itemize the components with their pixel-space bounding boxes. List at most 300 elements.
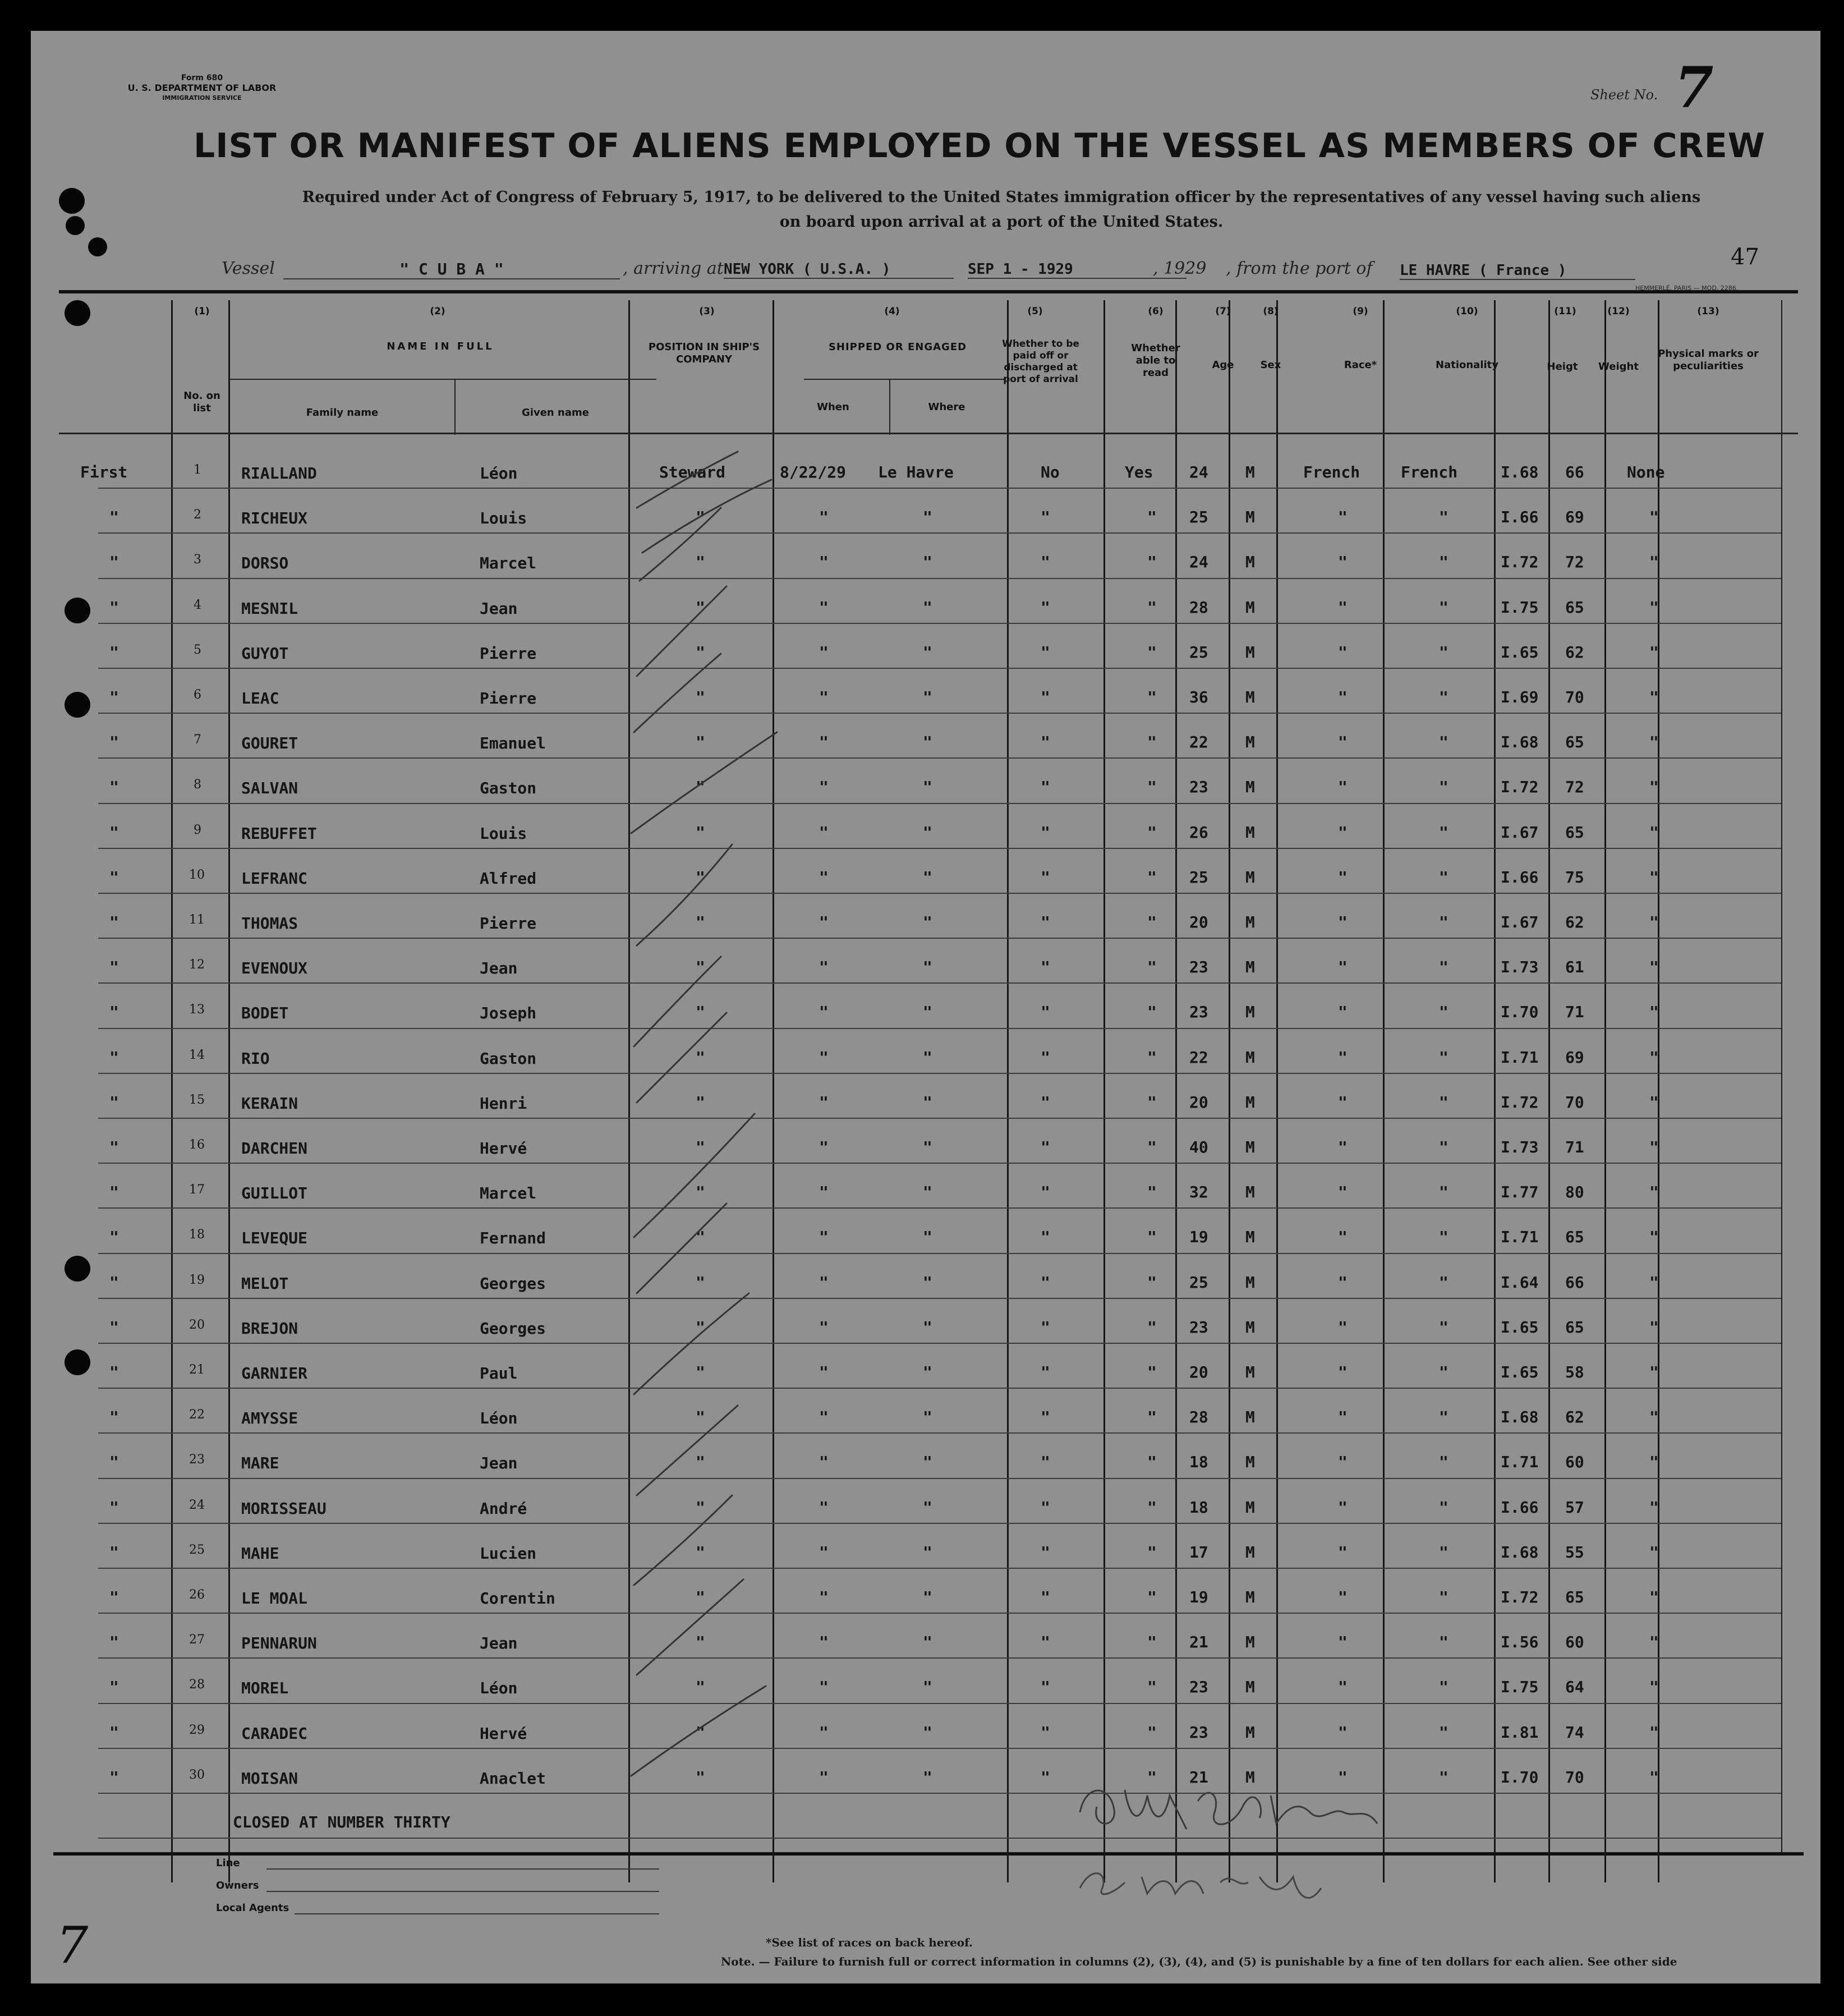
age: 23 bbox=[1189, 778, 1208, 797]
able-to-read: " bbox=[1147, 1317, 1157, 1337]
age: 23 bbox=[1189, 1317, 1208, 1337]
sex: M bbox=[1245, 1092, 1255, 1112]
height: I.72 bbox=[1501, 778, 1539, 797]
given-name: Anaclet bbox=[480, 1769, 546, 1788]
sex: M bbox=[1245, 642, 1255, 662]
row-rule bbox=[98, 1388, 1781, 1389]
race: " bbox=[1338, 1228, 1348, 1247]
weight: 69 bbox=[1565, 508, 1584, 527]
given-name: Gaston bbox=[480, 779, 537, 798]
family-name: CARADEC bbox=[241, 1724, 308, 1743]
physical-marks: " bbox=[1649, 778, 1659, 797]
row-number: 10 bbox=[189, 867, 205, 882]
row-number: 25 bbox=[189, 1542, 205, 1557]
punch-hole bbox=[65, 1349, 90, 1375]
weight: 60 bbox=[1565, 1633, 1584, 1652]
able-to-read: " bbox=[1147, 598, 1157, 617]
class-cell: " bbox=[109, 1542, 119, 1562]
sex: M bbox=[1245, 1138, 1255, 1156]
row-rule bbox=[98, 623, 1781, 624]
sex: M bbox=[1245, 1408, 1255, 1427]
nationality: " bbox=[1439, 1723, 1448, 1742]
able-to-read: " bbox=[1147, 1588, 1157, 1606]
punch-hole bbox=[65, 692, 90, 718]
shipped-when: " bbox=[819, 1138, 829, 1156]
family-name: PENNARUN bbox=[241, 1634, 317, 1653]
physical-marks: " bbox=[1649, 1723, 1659, 1742]
class-cell: " bbox=[109, 867, 119, 887]
shipped-when: " bbox=[819, 508, 829, 527]
position: " bbox=[696, 1588, 705, 1606]
height: I.73 bbox=[1501, 1138, 1539, 1156]
race: " bbox=[1338, 642, 1348, 662]
sex: M bbox=[1245, 1767, 1255, 1787]
row-rule bbox=[98, 1432, 1781, 1434]
shipped-where: " bbox=[923, 913, 932, 931]
race: " bbox=[1338, 1183, 1348, 1202]
shipped-when: " bbox=[819, 823, 829, 842]
nationality: French bbox=[1401, 463, 1458, 481]
subtitle-line-1: Required under Act of Congress of February 5, 1917, to be delivered to the United States immigration officer by the representatives of any vessel having such aliens bbox=[302, 189, 1701, 206]
class-cell: " bbox=[109, 1317, 119, 1337]
sex: M bbox=[1245, 1633, 1255, 1652]
paid-off: " bbox=[1041, 1723, 1050, 1742]
row-number: 5 bbox=[194, 642, 201, 657]
row-number: 12 bbox=[189, 958, 205, 972]
physical-marks: " bbox=[1649, 867, 1659, 887]
race: " bbox=[1338, 1048, 1348, 1067]
weight: 65 bbox=[1565, 598, 1584, 617]
position: " bbox=[696, 1317, 705, 1337]
col-11-number: (11) bbox=[1554, 306, 1576, 317]
physical-marks: " bbox=[1649, 733, 1659, 752]
height: I.65 bbox=[1501, 642, 1539, 662]
able-to-read: " bbox=[1147, 1633, 1157, 1652]
paid-off: " bbox=[1041, 1498, 1050, 1517]
sex: M bbox=[1245, 867, 1255, 887]
family-name-heading: Family name bbox=[306, 407, 379, 419]
family-name: LEFRANC bbox=[241, 869, 308, 888]
nationality: " bbox=[1439, 733, 1448, 752]
age: 22 bbox=[1189, 1048, 1208, 1067]
race: " bbox=[1338, 1723, 1348, 1742]
weight: 62 bbox=[1565, 642, 1584, 662]
able-to-read: " bbox=[1147, 1138, 1157, 1156]
col-10-heading: Nationality bbox=[1436, 359, 1498, 371]
weight: 60 bbox=[1565, 1453, 1584, 1472]
sex: M bbox=[1245, 1273, 1255, 1292]
height: I.73 bbox=[1501, 958, 1539, 977]
family-name: MELOT bbox=[241, 1274, 289, 1293]
row-rule bbox=[98, 1613, 1781, 1614]
able-to-read: " bbox=[1147, 1678, 1157, 1697]
race: " bbox=[1338, 1273, 1348, 1292]
weight: 70 bbox=[1565, 1767, 1584, 1787]
row-number: 9 bbox=[194, 823, 201, 837]
column-rule bbox=[1229, 300, 1230, 1882]
paid-off: " bbox=[1041, 1588, 1050, 1606]
class-cell: " bbox=[109, 1408, 119, 1427]
given-name: Léon bbox=[480, 1409, 518, 1428]
manifest-sheet bbox=[31, 31, 1820, 1983]
class-cell: First bbox=[80, 463, 128, 481]
family-name: GOURET bbox=[241, 734, 298, 753]
race-note: *See list of races on back hereof. bbox=[766, 1936, 973, 1949]
given-name: Léon bbox=[480, 1679, 518, 1698]
given-name: Hervé bbox=[480, 1139, 527, 1158]
physical-marks: " bbox=[1649, 1183, 1659, 1202]
able-to-read: " bbox=[1147, 1183, 1157, 1202]
able-to-read: " bbox=[1147, 688, 1157, 706]
paid-off: " bbox=[1041, 1767, 1050, 1787]
row-rule bbox=[98, 488, 1781, 489]
family-name: REBUFFET bbox=[241, 824, 317, 843]
shipped-where: " bbox=[923, 688, 932, 706]
punch-hole bbox=[88, 237, 107, 256]
row-number: 1 bbox=[194, 463, 201, 477]
row-rule bbox=[98, 1253, 1781, 1254]
paid-off: " bbox=[1041, 598, 1050, 617]
nationality: " bbox=[1439, 1003, 1448, 1022]
arriving-label: , arriving at bbox=[623, 259, 724, 278]
row-number: 14 bbox=[189, 1048, 205, 1062]
family-name: DARCHEN bbox=[241, 1139, 308, 1158]
shipped-when: " bbox=[819, 1363, 829, 1381]
race: " bbox=[1338, 867, 1348, 887]
shipped-where: " bbox=[923, 508, 932, 527]
height: I.66 bbox=[1501, 867, 1539, 887]
age: 32 bbox=[1189, 1183, 1208, 1202]
position: " bbox=[696, 778, 705, 797]
vessel-label: Vessel bbox=[222, 259, 275, 278]
class-cell: " bbox=[109, 913, 119, 931]
shipped-when: " bbox=[819, 1678, 829, 1697]
paid-off: " bbox=[1041, 642, 1050, 662]
family-name: BODET bbox=[241, 1004, 289, 1023]
sex: M bbox=[1245, 778, 1255, 797]
family-name: MESNIL bbox=[241, 599, 298, 618]
sex: M bbox=[1245, 688, 1255, 706]
row-rule bbox=[98, 1748, 1781, 1749]
age: 24 bbox=[1189, 463, 1208, 481]
given-name: Jean bbox=[480, 1634, 518, 1653]
position: " bbox=[696, 913, 705, 931]
shipped-when: " bbox=[819, 1092, 829, 1112]
age: 23 bbox=[1189, 1003, 1208, 1022]
age: 19 bbox=[1189, 1588, 1208, 1606]
height: I.71 bbox=[1501, 1453, 1539, 1472]
race: " bbox=[1338, 1408, 1348, 1427]
family-name: MARE bbox=[241, 1454, 279, 1473]
height: I.67 bbox=[1501, 823, 1539, 842]
nationality: " bbox=[1439, 913, 1448, 931]
class-cell: " bbox=[109, 1048, 119, 1067]
row-rule bbox=[98, 757, 1781, 759]
paid-off: " bbox=[1041, 1678, 1050, 1697]
service: IMMIGRATION SERVICE bbox=[162, 94, 242, 102]
age: 25 bbox=[1189, 867, 1208, 887]
age: 21 bbox=[1189, 1633, 1208, 1652]
shipped-when: " bbox=[819, 1453, 829, 1472]
height: I.65 bbox=[1501, 1363, 1539, 1381]
local-agents-field bbox=[295, 1913, 659, 1914]
punch-hole bbox=[65, 598, 90, 623]
row-number: 22 bbox=[189, 1408, 205, 1422]
row-number: 7 bbox=[194, 733, 201, 747]
nationality: " bbox=[1439, 688, 1448, 706]
race: " bbox=[1338, 1138, 1348, 1156]
sex: M bbox=[1245, 1317, 1255, 1337]
class-cell: " bbox=[109, 1678, 119, 1697]
given-name: Georges bbox=[480, 1319, 546, 1338]
paid-off: " bbox=[1041, 867, 1050, 887]
able-to-read: " bbox=[1147, 1542, 1157, 1562]
physical-marks: " bbox=[1649, 1542, 1659, 1562]
physical-marks: " bbox=[1649, 1317, 1659, 1337]
height: I.70 bbox=[1501, 1003, 1539, 1022]
table-top-rule bbox=[59, 290, 1798, 293]
shipped-where: " bbox=[923, 823, 932, 842]
weight: 69 bbox=[1565, 1048, 1584, 1067]
sex: M bbox=[1245, 1453, 1255, 1472]
class-cell: " bbox=[109, 1588, 119, 1606]
shipped-when: " bbox=[819, 958, 829, 977]
paid-off: " bbox=[1041, 1633, 1050, 1652]
vessel-name: " C U B A " bbox=[283, 260, 620, 279]
row-number: 21 bbox=[189, 1363, 205, 1377]
family-name: LEVEQUE bbox=[241, 1229, 308, 1248]
weight: 62 bbox=[1565, 913, 1584, 931]
position: " bbox=[696, 958, 705, 977]
height: I.70 bbox=[1501, 1767, 1539, 1787]
shipped-where: " bbox=[923, 1363, 932, 1381]
col-9-heading: Race* bbox=[1344, 359, 1377, 371]
physical-marks: " bbox=[1649, 823, 1659, 842]
year-label: , 1929 bbox=[1153, 259, 1207, 278]
column-rule bbox=[1781, 300, 1782, 1854]
given-name: Emanuel bbox=[480, 734, 546, 753]
sex: M bbox=[1245, 1003, 1255, 1022]
weight: 66 bbox=[1565, 463, 1584, 481]
class-cell: " bbox=[109, 1273, 119, 1292]
row-number: 13 bbox=[189, 1003, 205, 1017]
family-name: GARNIER bbox=[241, 1364, 308, 1383]
weight: 65 bbox=[1565, 1228, 1584, 1247]
row-number: 29 bbox=[189, 1723, 205, 1737]
sex: M bbox=[1245, 1498, 1255, 1517]
shipped-where: " bbox=[923, 1138, 932, 1156]
col-12-number: (12) bbox=[1607, 306, 1630, 317]
col-4-number: (4) bbox=[884, 306, 900, 317]
race: " bbox=[1338, 598, 1348, 617]
row-number: 19 bbox=[189, 1273, 205, 1287]
arriving-port: NEW YORK ( U.S.A. ) bbox=[724, 261, 954, 279]
row-number: 3 bbox=[194, 553, 201, 567]
height: I.68 bbox=[1501, 1542, 1539, 1562]
family-name: KERAIN bbox=[241, 1094, 298, 1113]
col-7-heading: Age bbox=[1212, 359, 1234, 371]
able-to-read: " bbox=[1147, 508, 1157, 527]
class-cell: " bbox=[109, 642, 119, 662]
shipped-when: " bbox=[819, 1633, 829, 1652]
nationality: " bbox=[1439, 1363, 1448, 1381]
shipped-where: " bbox=[923, 778, 932, 797]
class-cell: " bbox=[109, 823, 119, 842]
age: 20 bbox=[1189, 1363, 1208, 1381]
position: " bbox=[696, 1273, 705, 1292]
family-name: MORISSEAU bbox=[241, 1499, 327, 1518]
weight: 65 bbox=[1565, 1317, 1584, 1337]
class-cell: " bbox=[109, 1003, 119, 1022]
position: " bbox=[696, 642, 705, 662]
given-name: Henri bbox=[480, 1094, 527, 1113]
shipped-where: " bbox=[923, 598, 932, 617]
row-rule bbox=[98, 1838, 1781, 1839]
col-11-heading: Heigt bbox=[1547, 361, 1578, 373]
subcolumn-rule bbox=[454, 379, 456, 435]
height: I.66 bbox=[1501, 1498, 1539, 1517]
row-rule bbox=[98, 803, 1781, 804]
physical-marks: " bbox=[1649, 1767, 1659, 1787]
shipped-when: " bbox=[819, 867, 829, 887]
row-number: 23 bbox=[189, 1453, 205, 1467]
height: I.68 bbox=[1501, 463, 1539, 481]
able-to-read: " bbox=[1147, 733, 1157, 752]
sex: M bbox=[1245, 1678, 1255, 1697]
col-8-heading: Sex bbox=[1260, 359, 1281, 371]
given-name: Joseph bbox=[480, 1004, 537, 1023]
form-header bbox=[126, 73, 278, 103]
position: " bbox=[696, 1138, 705, 1156]
shipped-where: " bbox=[923, 1092, 932, 1112]
family-name: BREJON bbox=[241, 1319, 298, 1338]
age: 28 bbox=[1189, 1408, 1208, 1427]
race: " bbox=[1338, 508, 1348, 527]
sex: M bbox=[1245, 1363, 1255, 1381]
position: " bbox=[696, 688, 705, 706]
family-name: MOISAN bbox=[241, 1769, 298, 1788]
row-rule bbox=[98, 1523, 1781, 1524]
family-name: MAHE bbox=[241, 1544, 279, 1563]
when-heading: When bbox=[817, 401, 849, 413]
column-rule bbox=[1007, 300, 1009, 1882]
paid-off: " bbox=[1041, 913, 1050, 931]
subtitle bbox=[216, 185, 1787, 235]
class-cell: " bbox=[109, 688, 119, 706]
position: " bbox=[696, 1633, 705, 1652]
table-bottom-rule bbox=[53, 1852, 1804, 1856]
family-name: LE MOAL bbox=[241, 1589, 308, 1608]
weight: 65 bbox=[1565, 823, 1584, 842]
given-name: Alfred bbox=[480, 869, 537, 888]
physical-marks: " bbox=[1649, 1498, 1659, 1517]
able-to-read: " bbox=[1147, 1723, 1157, 1742]
physical-marks: " bbox=[1649, 1273, 1659, 1292]
race: " bbox=[1338, 1363, 1348, 1381]
physical-marks: " bbox=[1649, 1453, 1659, 1472]
sex: M bbox=[1245, 1723, 1255, 1742]
col-5-heading: Whether to be paid off or discharged at port of arrival bbox=[1002, 338, 1079, 385]
position: " bbox=[696, 1498, 705, 1517]
paid-off: " bbox=[1041, 1138, 1050, 1156]
position: " bbox=[696, 1183, 705, 1202]
position: " bbox=[696, 553, 705, 572]
printer-mark: HEMMERLÉ, PARIS — MOD. 2286. bbox=[1635, 284, 1739, 292]
shipped-where: " bbox=[923, 1633, 932, 1652]
able-to-read: " bbox=[1147, 553, 1157, 572]
given-name: Jean bbox=[480, 1454, 518, 1473]
given-name: Jean bbox=[480, 599, 518, 618]
row-rule bbox=[98, 1703, 1781, 1704]
sex: M bbox=[1245, 463, 1255, 481]
col-1-heading: No. on list bbox=[183, 390, 220, 414]
row-number: 16 bbox=[189, 1138, 205, 1152]
class-cell: " bbox=[109, 1183, 119, 1202]
height: I.64 bbox=[1501, 1273, 1539, 1292]
footer-notes bbox=[721, 1933, 1677, 1971]
col-3-number: (3) bbox=[699, 306, 715, 317]
class-cell: " bbox=[109, 1767, 119, 1787]
given-name: Fernand bbox=[480, 1229, 546, 1248]
height: I.75 bbox=[1501, 1678, 1539, 1697]
column-rule bbox=[1604, 300, 1606, 1882]
row-rule bbox=[98, 1793, 1781, 1794]
column-rule bbox=[171, 300, 173, 1882]
nationality: " bbox=[1439, 1498, 1448, 1517]
row-number: 27 bbox=[189, 1633, 205, 1647]
nationality: " bbox=[1439, 508, 1448, 527]
nationality: " bbox=[1439, 1273, 1448, 1292]
nationality: " bbox=[1439, 553, 1448, 572]
shipped-where: " bbox=[923, 1498, 932, 1517]
physical-marks: " bbox=[1649, 1138, 1659, 1156]
given-name-heading: Given name bbox=[522, 407, 589, 419]
row-number: 24 bbox=[189, 1498, 205, 1512]
row-number: 28 bbox=[189, 1678, 205, 1692]
sheet-label: Sheet No. bbox=[1590, 87, 1658, 103]
shipped-where: " bbox=[923, 1542, 932, 1562]
able-to-read: " bbox=[1147, 867, 1157, 887]
able-to-read: " bbox=[1147, 1092, 1157, 1112]
race: " bbox=[1338, 553, 1348, 572]
age: 28 bbox=[1189, 598, 1208, 617]
given-name: Georges bbox=[480, 1274, 546, 1293]
height: I.71 bbox=[1501, 1228, 1539, 1247]
shipped-when: " bbox=[819, 1588, 829, 1606]
given-name: Lucien bbox=[480, 1544, 537, 1563]
race: " bbox=[1338, 1453, 1348, 1472]
height: I.68 bbox=[1501, 1408, 1539, 1427]
family-name: RICHEUX bbox=[241, 509, 308, 528]
shipped-where: " bbox=[923, 1048, 932, 1067]
age: 40 bbox=[1189, 1138, 1208, 1156]
weight: 64 bbox=[1565, 1678, 1584, 1697]
col-1-number: (1) bbox=[194, 306, 210, 317]
race: " bbox=[1338, 1003, 1348, 1022]
row-rule bbox=[98, 982, 1781, 984]
shipped-when: " bbox=[819, 1498, 829, 1517]
row-number: 8 bbox=[194, 778, 201, 792]
class-cell: " bbox=[109, 778, 119, 797]
class-cell: " bbox=[109, 958, 119, 977]
weight: 70 bbox=[1565, 688, 1584, 706]
family-name: THOMAS bbox=[241, 914, 298, 933]
race: French bbox=[1303, 463, 1360, 481]
row-rule bbox=[98, 938, 1781, 939]
sheet-number: 7 bbox=[1675, 54, 1714, 121]
sex: M bbox=[1245, 958, 1255, 977]
family-name: GUILLOT bbox=[241, 1184, 308, 1203]
